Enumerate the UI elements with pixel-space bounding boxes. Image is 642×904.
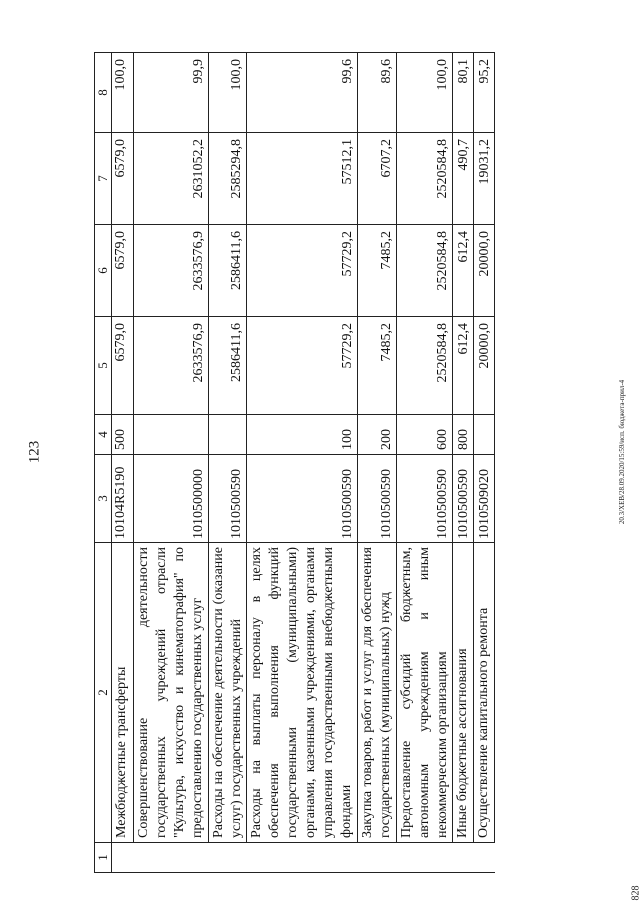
- row-value-5: 612,4: [453, 317, 474, 415]
- row-name: Расходы на обеспечение деятельности (оказание услуг) государственных учреждений: [208, 543, 247, 843]
- row-code: 1010500590: [453, 455, 474, 543]
- blank-column-cell: [112, 843, 495, 873]
- row-value-7: 19031,2: [474, 133, 495, 225]
- row-vr: 200: [357, 415, 396, 455]
- row-name: Межбюджетные трансферты: [112, 543, 134, 843]
- row-value-6: 7485,2: [357, 225, 396, 317]
- row-value-5: 57729,2: [247, 317, 357, 415]
- row-name: Предоставление субсидий бюджетным, автономным учреждениям и иным некоммерческим организациям: [396, 543, 453, 843]
- column-header: 4: [95, 415, 112, 455]
- column-header: 8: [95, 53, 112, 133]
- row-vr: [134, 415, 209, 455]
- row-value-7: 6707,2: [357, 133, 396, 225]
- row-value-6: 2633576,9: [134, 225, 209, 317]
- table-row: [396, 53, 453, 873]
- corner-number: 828: [630, 885, 642, 901]
- row-value-7: 2520584,8: [396, 133, 453, 225]
- column-header: 5: [95, 317, 112, 415]
- row-code: 1010500590: [357, 455, 396, 543]
- row-value-8: 99,6: [247, 53, 357, 133]
- table-row: [134, 53, 209, 873]
- row-value-8: 80,1: [453, 53, 474, 133]
- table-row: [247, 53, 357, 873]
- column-header: 2: [95, 543, 112, 843]
- row-name: Иные бюджетные ассигнования: [453, 543, 474, 843]
- row-value-8: 100,0: [396, 53, 453, 133]
- header-row: [95, 53, 112, 873]
- row-code: 1010500590: [396, 455, 453, 543]
- row-value-5: 20000,0: [474, 317, 495, 415]
- row-value-8: 89,6: [357, 53, 396, 133]
- row-value-7: 2631052,2: [134, 133, 209, 225]
- row-code: 1010500000: [134, 455, 209, 543]
- table-row: [357, 53, 396, 873]
- row-name: Закупка товаров, работ и услуг для обеспечения государственных (муниципальных) нужд: [357, 543, 396, 843]
- row-name: Расходы на выплаты персоналу в целях обеспечения выполнения функций государственными (муниципальными) органами, казенными учреждениями, органами управления государственными внебюджетными фондами: [247, 543, 357, 843]
- column-header: 6: [95, 225, 112, 317]
- row-name: Осуществление капитального ремонта: [474, 543, 495, 843]
- row-value-5: 2586411,6: [208, 317, 247, 415]
- column-header: 7: [95, 133, 112, 225]
- row-value-5: 7485,2: [357, 317, 396, 415]
- side-note: 20.3/ХЕВ/28.09.2020/15:59/исп. бюджета-прил-4: [618, 379, 626, 525]
- row-code: 1010500590: [247, 455, 357, 543]
- page-number: 123: [26, 440, 43, 464]
- row-value-6: 612,4: [453, 225, 474, 317]
- table-row: [453, 53, 474, 873]
- row-value-8: 95,2: [474, 53, 495, 133]
- row-code: 1010509020: [474, 455, 495, 543]
- row-vr: [208, 415, 247, 455]
- row-value-7: 490,7: [453, 133, 474, 225]
- column-header: 1: [95, 843, 112, 873]
- row-vr: 800: [453, 415, 474, 455]
- row-vr: 100: [247, 415, 357, 455]
- row-value-5: 6579,0: [112, 317, 134, 415]
- row-value-6: 20000,0: [474, 225, 495, 317]
- table-row: [208, 53, 247, 873]
- row-value-6: 2520584,8: [396, 225, 453, 317]
- row-value-8: 100,0: [208, 53, 247, 133]
- row-value-5: 2520584,8: [396, 317, 453, 415]
- row-value-6: 6579,0: [112, 225, 134, 317]
- row-vr: 600: [396, 415, 453, 455]
- row-vr: [474, 415, 495, 455]
- row-name: Совершенствование деятельности государственных учреждений отрасли "Культура, искусство и кинематография" по предоставлению государственных услуг: [134, 543, 209, 843]
- row-value-8: 99,9: [134, 53, 209, 133]
- budget-table: [94, 52, 495, 873]
- table-row: [112, 53, 134, 873]
- column-header: 3: [95, 455, 112, 543]
- row-value-6: 57729,2: [247, 225, 357, 317]
- row-value-7: 6579,0: [112, 133, 134, 225]
- row-value-7: 57512,1: [247, 133, 357, 225]
- row-value-6: 2586411,6: [208, 225, 247, 317]
- row-value-8: 100,0: [112, 53, 134, 133]
- row-vr: 500: [112, 415, 134, 455]
- row-value-5: 2633576,9: [134, 317, 209, 415]
- row-code: 10104R5190: [112, 455, 134, 543]
- row-value-7: 2585294,8: [208, 133, 247, 225]
- table-row: [474, 53, 495, 873]
- budget-table-container: [94, 53, 609, 873]
- row-code: 1010500590: [208, 455, 247, 543]
